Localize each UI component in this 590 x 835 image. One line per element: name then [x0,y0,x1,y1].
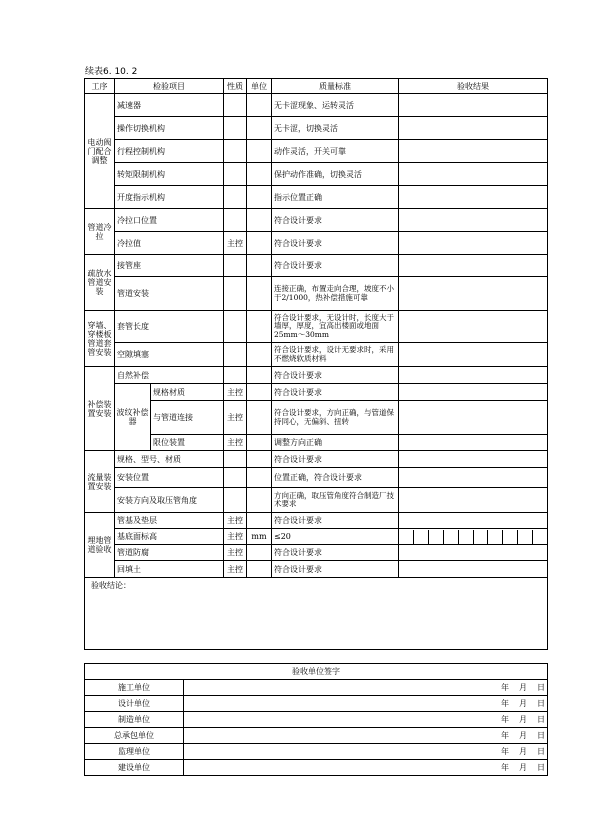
unit-cell [247,384,272,401]
result-cell[interactable] [399,277,548,311]
table-row [85,367,548,384]
date-month: 月 [519,715,527,724]
sign-row [85,728,548,744]
sign-field[interactable] [184,696,548,712]
table-row [85,561,548,578]
measurement-box[interactable] [533,530,547,544]
item-cell: 接管座 [115,255,224,277]
header-row [85,79,548,94]
item-cell: 空隙填塞 [115,343,224,367]
date-group [186,715,545,724]
sign-unit-label: 制造单位 [85,712,184,728]
nature-cell [224,367,247,384]
item-cell: 与管道连接 [151,401,224,435]
standard-cell: 符合设计要求，设计无要求时，采用不燃烧软质材料 [272,343,399,367]
unit-cell [247,435,272,451]
nature-cell: 主控 [224,232,247,255]
unit-cell [247,232,272,255]
nature-cell [224,117,247,140]
item-cell: 安装位置 [115,468,224,488]
table-row [85,513,548,529]
measurement-box[interactable] [474,530,489,544]
standard-cell: 符合设计要求 [272,451,399,468]
date-group [186,683,545,692]
item-cell: 管道安装 [115,277,224,311]
date-month: 月 [519,763,527,772]
unit-cell [247,186,272,209]
unit-cell [247,255,272,277]
result-cell[interactable] [399,94,548,117]
header-item: 检验项目 [115,79,224,94]
table-row [85,209,548,232]
nature-cell: 主控 [224,384,247,401]
process-cell: 埋地管道验收 [85,513,115,578]
nature-cell [224,277,247,311]
result-cell[interactable] [399,367,548,384]
table-row [85,255,548,277]
item-cell: 开度指示机构 [115,186,224,209]
nature-cell: 主控 [224,529,247,545]
unit-cell [247,94,272,117]
result-cell[interactable] [399,488,548,513]
unit-cell [247,561,272,578]
date-day: 日 [537,683,545,692]
item-cell: 限位装置 [151,435,224,451]
item-cell: 行程控制机构 [115,140,224,163]
date-month: 月 [519,683,527,692]
table-row [85,140,548,163]
date-day: 日 [537,715,545,724]
item-cell: 操作切换机构 [115,117,224,140]
result-cell[interactable] [399,232,548,255]
date-year: 年 [501,731,509,740]
table-row [85,232,548,255]
conclusion-row [85,578,548,650]
sign-field[interactable] [184,728,548,744]
standard-cell: 符合设计要求 [272,255,399,277]
unit-cell [247,209,272,232]
sign-field[interactable] [184,680,548,696]
nature-cell: 主控 [224,401,247,435]
standard-cell: 无卡涩，切换灵活 [272,117,399,140]
sign-header: 验收单位签字 [85,664,548,680]
nature-cell [224,451,247,468]
date-year: 年 [501,747,509,756]
sign-unit-label: 施工单位 [85,680,184,696]
date-group [186,763,545,772]
conclusion-label: 验收结论： [91,581,131,590]
measurement-boxes [399,530,547,544]
process-cell: 电动阀门配合调整 [85,94,115,209]
nature-cell: 主控 [224,545,247,561]
result-cell[interactable] [399,117,548,140]
measurement-box[interactable] [518,530,533,544]
sign-unit-label: 建设单位 [85,760,184,776]
header-result: 验收结果 [399,79,548,94]
table-row [85,343,548,367]
measurement-box[interactable] [429,530,444,544]
standard-cell: 符合设计要求，方向正确，与管道保持同心，无偏斜、扭转 [272,401,399,435]
result-cell[interactable] [399,311,548,343]
standard-cell: 指示位置正确 [272,186,399,209]
item-cell: 管基及垫层 [115,513,224,529]
result-cell[interactable] [399,163,548,186]
unit-cell [247,163,272,186]
standard-cell: 符合设计要求 [272,232,399,255]
nature-cell: 主控 [224,435,247,451]
date-day: 日 [537,747,545,756]
conclusion-cell[interactable] [85,578,548,650]
measurement-box[interactable] [414,530,429,544]
item-cell: 自然补偿 [115,367,224,384]
sign-row [85,744,548,760]
nature-cell [224,140,247,163]
result-cell[interactable] [399,343,548,367]
unit-cell [247,545,272,561]
result-cell[interactable] [399,513,548,529]
sign-unit-label: 监理单位 [85,744,184,760]
sign-row [85,760,548,776]
date-group [186,699,545,708]
date-day: 日 [537,763,545,772]
result-cell[interactable] [399,561,548,578]
measurement-box[interactable] [399,530,414,544]
standard-cell: ≤20 [272,529,399,545]
sign-field[interactable] [184,712,548,728]
item-cell: 回填土 [115,561,224,578]
item-cell: 基底面标高 [115,529,224,545]
inspection-table [84,78,548,650]
date-day: 日 [537,699,545,708]
table-row [85,384,548,401]
unit-cell: mm [247,529,272,545]
date-year: 年 [501,715,509,724]
table-row [85,451,548,468]
unit-cell [247,367,272,384]
sign-header-row [85,664,548,680]
measurement-box[interactable] [503,530,518,544]
nature-cell [224,311,247,343]
table-row [85,186,548,209]
nature-cell [224,468,247,488]
table-row [85,94,548,117]
result-cell[interactable] [399,255,548,277]
nature-cell [224,488,247,513]
standard-cell: 符合设计要求 [272,513,399,529]
header-standard: 质量标准 [272,79,399,94]
process-cell: 疏放水管道安装 [85,255,115,311]
item-cell: 转矩限制机构 [115,163,224,186]
standard-cell: 符合设计要求 [272,384,399,401]
measurement-box[interactable] [488,530,503,544]
table-row [85,529,548,545]
standard-cell: 方向正确，取压管角度符合制造厂技术要求 [272,488,399,513]
result-cell[interactable] [399,209,548,232]
unit-cell [247,401,272,435]
nature-cell [224,209,247,232]
item-cell: 规格、型号、材质 [115,451,224,468]
header-nature: 性质 [224,79,247,94]
date-year: 年 [501,699,509,708]
header-process: 工序 [85,79,115,94]
table-row [85,163,548,186]
nature-cell [224,163,247,186]
date-month: 月 [519,747,527,756]
standard-cell: 符合设计要求 [272,209,399,232]
result-cell[interactable] [399,451,548,468]
standard-cell: 符合设计要求 [272,561,399,578]
standard-cell: 位置正确，符合设计要求 [272,468,399,488]
item-cell: 管道防腐 [115,545,224,561]
standard-cell: 动作灵活，开关可靠 [272,140,399,163]
item-cell: 安装方向及取压管角度 [115,488,224,513]
date-day: 日 [537,731,545,740]
standard-cell: 无卡涩现象、运转灵活 [272,94,399,117]
sign-unit-label: 总承包单位 [85,728,184,744]
table-title: 续表6. 10. 2 [85,67,138,77]
unit-cell [247,468,272,488]
nature-cell: 主控 [224,561,247,578]
result-cell[interactable] [399,140,548,163]
item-cell: 冷拉口位置 [115,209,224,232]
process-cell: 流量装置安装 [85,451,115,513]
result-cell[interactable] [399,384,548,401]
table-row [85,277,548,311]
process-cell: 穿墙、穿楼板管道套管安装 [85,311,115,367]
standard-cell: 保护动作准确，切换灵活 [272,163,399,186]
table-row [85,435,548,451]
sign-field[interactable] [184,744,548,760]
table-row [85,311,548,343]
date-group [186,747,545,756]
sign-row [85,712,548,728]
subgroup-cell: 波纹补偿器 [115,384,151,451]
measurement-box[interactable] [444,530,459,544]
item-cell: 冷拉值 [115,232,224,255]
process-cell: 补偿装置安装 [85,367,115,451]
measurement-box[interactable] [459,530,474,544]
date-year: 年 [501,683,509,692]
item-cell: 规格材质 [151,384,224,401]
signature-table [84,663,548,776]
result-cell[interactable] [399,186,548,209]
table-row [85,545,548,561]
table-row [85,468,548,488]
unit-cell [247,277,272,311]
result-cell[interactable] [399,545,548,561]
standard-cell: 连接正确，布置走向合理，坡度不小于2/1000，热补偿措施可靠 [272,277,399,311]
unit-cell [247,140,272,163]
sign-row [85,680,548,696]
nature-cell [224,94,247,117]
date-month: 月 [519,731,527,740]
date-group [186,731,545,740]
unit-cell [247,513,272,529]
standard-cell: 符合设计要求 [272,367,399,384]
result-cell[interactable] [399,435,548,451]
sign-row [85,696,548,712]
item-cell: 减速器 [115,94,224,117]
unit-cell [247,343,272,367]
item-cell: 套管长度 [115,311,224,343]
header-unit: 单位 [247,79,272,94]
unit-cell [247,488,272,513]
date-month: 月 [519,699,527,708]
unit-cell [247,117,272,140]
process-cell: 管道冷拉 [85,209,115,255]
unit-cell [247,451,272,468]
measurement-grid[interactable] [399,529,548,545]
result-cell[interactable] [399,401,548,435]
result-cell[interactable] [399,468,548,488]
sign-field[interactable] [184,760,548,776]
sign-unit-label: 设计单位 [85,696,184,712]
nature-cell [224,343,247,367]
date-year: 年 [501,763,509,772]
nature-cell [224,255,247,277]
unit-cell [247,311,272,343]
nature-cell: 主控 [224,513,247,529]
standard-cell: 符合设计要求 [272,545,399,561]
standard-cell: 调整方向正确 [272,435,399,451]
nature-cell [224,186,247,209]
standard-cell: 符合设计要求，无设计时，长度大于墙厚，厚度，宜高出楼面或地面25mm～30mm [272,311,399,343]
table-row [85,401,548,435]
table-row [85,117,548,140]
table-row [85,488,548,513]
